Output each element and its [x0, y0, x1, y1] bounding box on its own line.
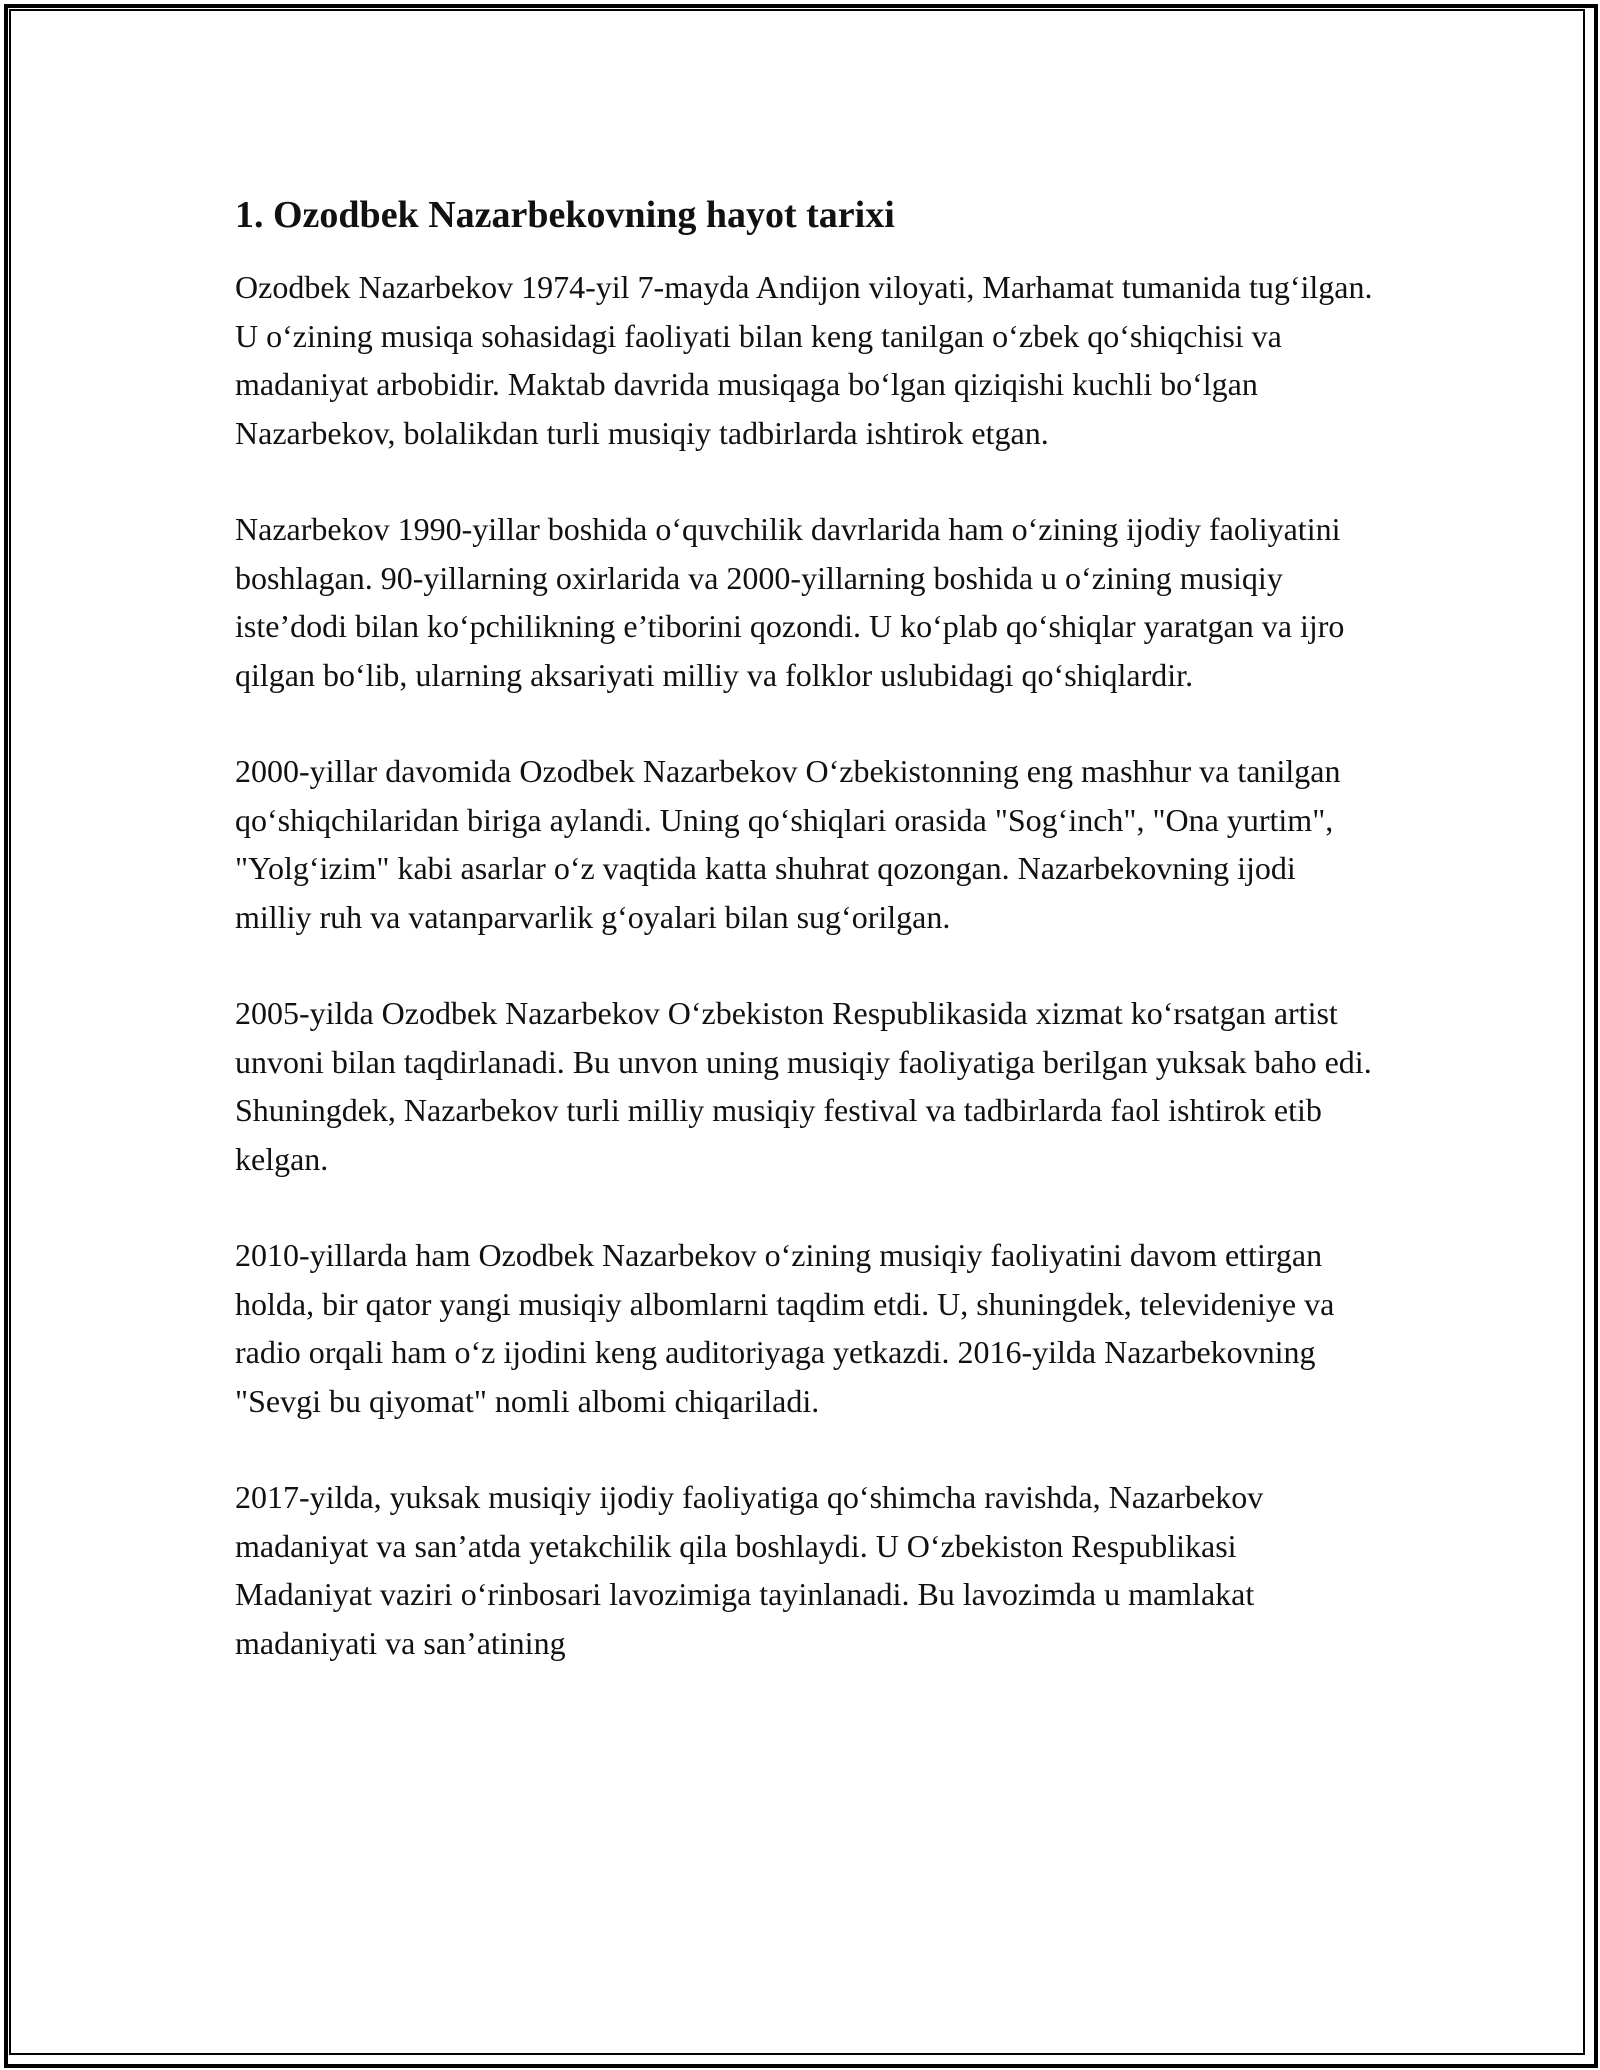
- section-heading: 1. Ozodbek Nazarbekovning hayot tarixi: [235, 194, 895, 236]
- paragraph-5: 2010-yillarda ham Ozodbek Nazarbekov o‘zining musiqiy faoliyatini davom ettirgan holda, bir qator yangi musiqiy albomlarni taqdim etdi. U, shuningdek, televideniye va radio orqali ham o‘z ijodini keng auditoriyaga yetkazdi. 2016-yilda Nazarbekovning "Sevgi bu qiyomat" nomli albomi chiqariladi.: [235, 1237, 1335, 1419]
- paragraph-2: Nazarbekov 1990-yillar boshida o‘quvchilik davrlarida ham o‘zining ijodiy faoliyatini boshlagan. 90-yillarning oxirlarida va 2000-yillarning boshida u o‘zining musiqiy iste’dodi bilan ko‘pchilikning e’tiborini qozondi. U ko‘plab qo‘shiqlar yaratgan va ijro qilgan bo‘lib, ularning aksariyati milliy va folklor uslubidagi qo‘shiqlardir.: [235, 511, 1345, 693]
- paragraph-1: Ozodbek Nazarbekov 1974-yil 7-mayda Andijon viloyati, Marhamat tumanida tug‘ilgan. U o‘zining musiqa sohasidagi faoliyati bilan keng tanilgan o‘zbek qo‘shiqchisi va madaniyat arbobidir. Maktab davrida musiqaga bo‘lgan qiziqishi kuchli bo‘lgan Nazarbekov, bolalikdan turli musiqiy tadbirlarda ishtirok etgan.: [235, 269, 1373, 451]
- document-body: [235, 187, 1375, 1715]
- paragraph-3: 2000-yillar davomida Ozodbek Nazarbekov O‘zbekistonning eng mashhur va tanilgan qo‘shiqchilaridan biriga aylandi. Uning qo‘shiqlari orasida "Sog‘inch", "Ona yurtim", "Yolg‘izim" kabi asarlar o‘z vaqtida katta shuhrat qozongan. Nazarbekovning ijodi milliy ruh va vatanparvarlik g‘oyalari bilan sug‘orilgan.: [235, 753, 1341, 935]
- paragraph-4: 2005-yilda Ozodbek Nazarbekov O‘zbekiston Respublikasida xizmat ko‘rsatgan artist unvoni bilan taqdirlanadi. Bu unvon uning musiqiy faoliyatiga berilgan yuksak baho edi. Shuningdek, Nazarbekov turli milliy musiqiy festival va tadbirlarda faol ishtirok etib kelgan.: [235, 995, 1372, 1177]
- paragraph-6: 2017-yilda, yuksak musiqiy ijodiy faoliyatiga qo‘shimcha ravishda, Nazarbekov madaniyat va san’atda yetakchilik qila boshlaydi. U O‘zbekiston Respublikasi Madaniyat vaziri o‘rinbosari lavozimiga tayinlanadi. Bu lavozimda u mamlakat madaniyati va san’atining: [235, 1479, 1264, 1661]
